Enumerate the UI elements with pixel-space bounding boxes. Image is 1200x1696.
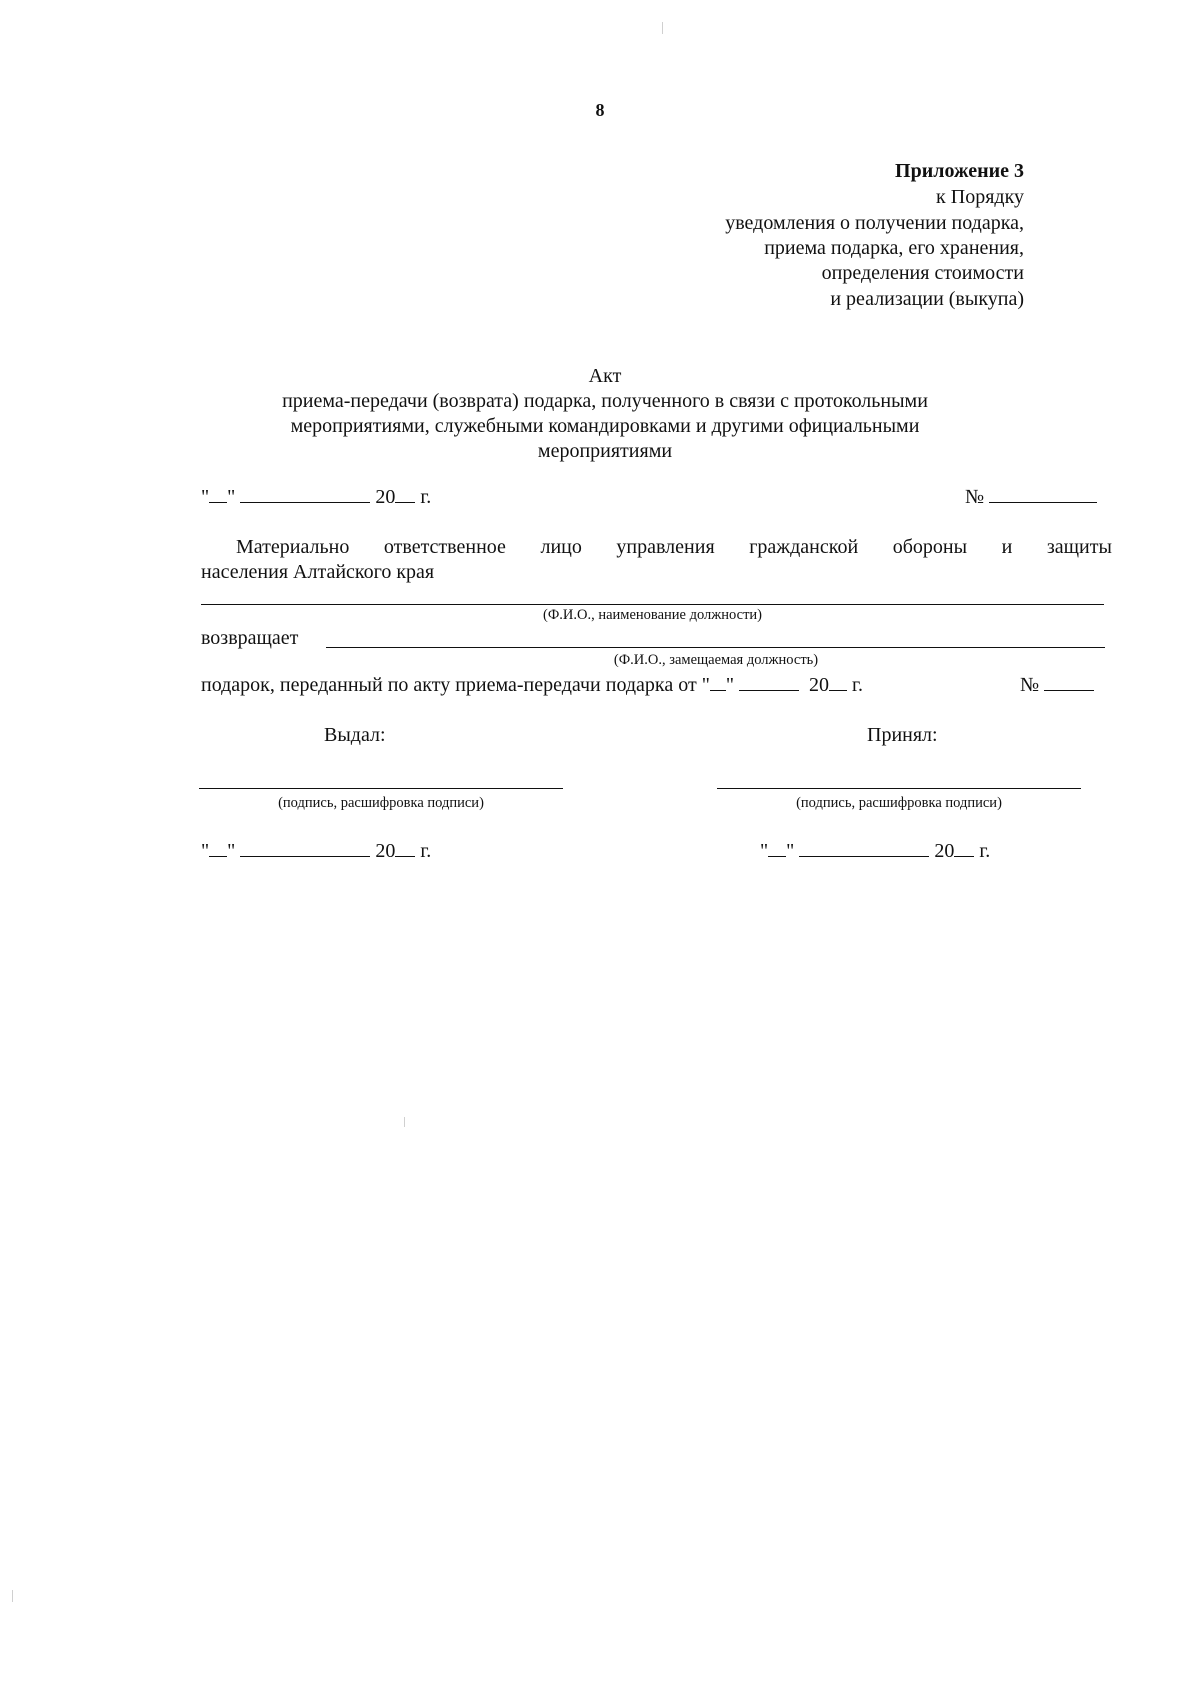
scan-mark	[662, 22, 663, 34]
scan-mark	[12, 1590, 13, 1602]
left-signature-caption: (подпись, расшифровка подписи)	[278, 795, 484, 811]
number-blank[interactable]	[989, 484, 1097, 503]
quote-close: "	[786, 840, 795, 862]
word: ответственное	[383, 536, 506, 558]
appendix-line: определения стоимости	[821, 262, 1024, 284]
year-blank[interactable]	[395, 484, 415, 503]
page-number: 8	[595, 100, 605, 120]
word: обороны	[892, 536, 968, 558]
gift-year-suffix: г.	[852, 674, 863, 696]
gift-number	[1020, 672, 1094, 698]
appendix-title: Приложение 3	[895, 160, 1024, 182]
appendix-line: приема подарка, его хранения,	[764, 237, 1024, 259]
appendix-line: уведомления о получении подарка,	[725, 212, 1024, 234]
right-signature-line[interactable]	[717, 788, 1081, 789]
act-subtitle-line: мероприятиями, служебными командировками и другими официальными	[290, 415, 920, 437]
gift-line-text: подарок, переданный по акту приема-передачи подарка от	[201, 674, 697, 696]
gift-number-blank[interactable]	[1044, 672, 1094, 691]
caption-fio-held-position: (Ф.И.О., замещаемая должность)	[613, 652, 819, 668]
quote-open: "	[760, 840, 769, 862]
quote-open: "	[701, 674, 710, 696]
issued-label: Выдал:	[324, 724, 386, 746]
quote-close: "	[227, 840, 236, 862]
month-blank[interactable]	[799, 838, 929, 857]
year-suffix: г.	[420, 486, 432, 508]
quote-open: "	[201, 840, 210, 862]
right-signature-caption: (подпись, расшифровка подписи)	[796, 795, 1002, 811]
gift-day-blank[interactable]	[710, 672, 726, 691]
gift-number-sign: №	[1020, 674, 1040, 696]
received-label: Принял:	[867, 724, 938, 746]
year-prefix: 20	[375, 840, 396, 862]
quote-close: "	[227, 486, 236, 508]
word: и	[1001, 536, 1013, 558]
day-blank[interactable]	[209, 484, 227, 503]
left-signature-line[interactable]	[199, 788, 563, 789]
year-prefix: 20	[934, 840, 955, 862]
word: Материально	[236, 536, 350, 558]
day-blank[interactable]	[209, 838, 227, 857]
returns-label: возвращает	[201, 627, 299, 649]
gift-year-prefix: 20	[809, 674, 830, 696]
word: управления	[616, 536, 715, 558]
returns-blank-line[interactable]	[326, 647, 1105, 648]
fio-position-line[interactable]	[201, 604, 1104, 605]
year-blank[interactable]	[954, 838, 974, 857]
appendix-line: и реализации (выкупа)	[830, 288, 1024, 310]
year-suffix: г.	[420, 840, 432, 862]
gift-year-blank[interactable]	[829, 672, 847, 691]
year-prefix: 20	[375, 486, 396, 508]
word: защиты	[1046, 536, 1112, 558]
number-sign: №	[965, 486, 985, 508]
word: лицо	[540, 536, 582, 558]
act-title: Акт	[588, 365, 622, 387]
day-blank[interactable]	[768, 838, 786, 857]
quote-open: "	[201, 486, 210, 508]
gift-line	[201, 672, 863, 698]
year-blank[interactable]	[395, 838, 415, 857]
caption-fio-position: (Ф.И.О., наименование должности)	[542, 607, 763, 623]
act-subtitle-line: приема-передачи (возврата) подарка, полученного в связи с протокольными	[282, 390, 928, 412]
body-line-2: населения Алтайского края	[201, 561, 435, 583]
left-date	[201, 838, 431, 864]
quote-close: "	[725, 674, 735, 696]
month-blank[interactable]	[240, 484, 370, 503]
act-date	[201, 484, 431, 510]
word: гражданской	[749, 536, 859, 558]
right-date	[760, 838, 990, 864]
act-number	[965, 484, 1097, 510]
act-subtitle-line: мероприятиями	[537, 440, 673, 462]
gift-month-blank[interactable]	[739, 672, 799, 691]
year-suffix: г.	[979, 840, 991, 862]
appendix-line: к Порядку	[936, 186, 1024, 208]
body-line-1	[236, 534, 1112, 560]
month-blank[interactable]	[240, 838, 370, 857]
scan-mark	[404, 1117, 405, 1127]
